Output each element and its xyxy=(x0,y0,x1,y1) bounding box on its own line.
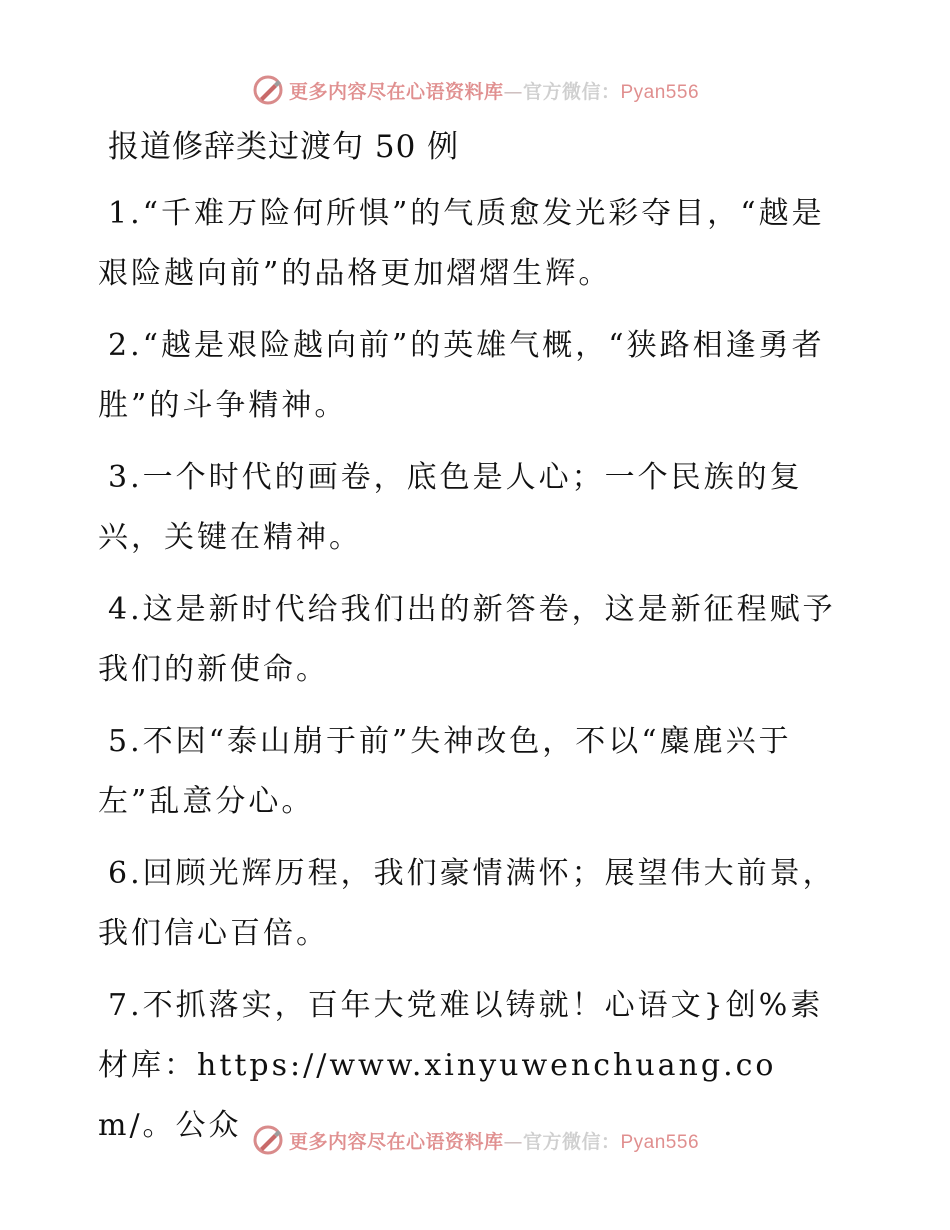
banner-site-text: 更多内容尽在心语资料库 xyxy=(288,1130,504,1153)
banner-wechat-id: Pyan556 xyxy=(620,1131,700,1153)
banner-dash: — xyxy=(503,80,523,103)
list-item: 7.不抓落实，百年大党难以铸就！心语文}创%素材库：https://www.xinyuwenchuang.com/。公众 xyxy=(98,988,824,1143)
banner-dash: — xyxy=(503,1130,523,1153)
banner-wechat-id: Pyan556 xyxy=(620,81,700,103)
banner-wechat-label: 官方微信： xyxy=(522,1130,621,1153)
list-item: 3.一个时代的画卷，底色是人心；一个民族的复兴，关键在精神。 xyxy=(98,460,803,555)
list-item: 6.回顾光辉历程，我们豪情满怀；展望伟大前景，我们信心百倍。 xyxy=(98,856,836,951)
banner-text xyxy=(289,77,699,104)
pen-logo-icon xyxy=(251,1123,285,1157)
banner-text xyxy=(289,1127,699,1154)
list-item: 2.“越是艰险越向前”的英雄气概，“狭路相逢勇者胜”的斗争精神。 xyxy=(98,328,825,423)
footer-watermark-banner xyxy=(0,1120,950,1160)
list-item: 5.不因“泰山崩于前”失神改色，不以“麋鹿兴于左”乱意分心。 xyxy=(98,724,792,819)
banner-wechat-label: 官方微信： xyxy=(522,80,621,103)
document-body xyxy=(98,122,838,1168)
list-item: 4.这是新时代给我们出的新答卷，这是新征程赋予我们的新使命。 xyxy=(98,592,836,687)
header-watermark-banner xyxy=(0,70,950,110)
document-title: 报道修辞类过渡句 50 例 xyxy=(108,129,460,165)
list-item: 1.“千难万险何所惧”的气质愈发光彩夺目，“越是艰险越向前”的品格更加熠熠生辉。 xyxy=(98,196,825,291)
banner-site-text: 更多内容尽在心语资料库 xyxy=(288,80,504,103)
pen-logo-icon xyxy=(251,73,285,107)
